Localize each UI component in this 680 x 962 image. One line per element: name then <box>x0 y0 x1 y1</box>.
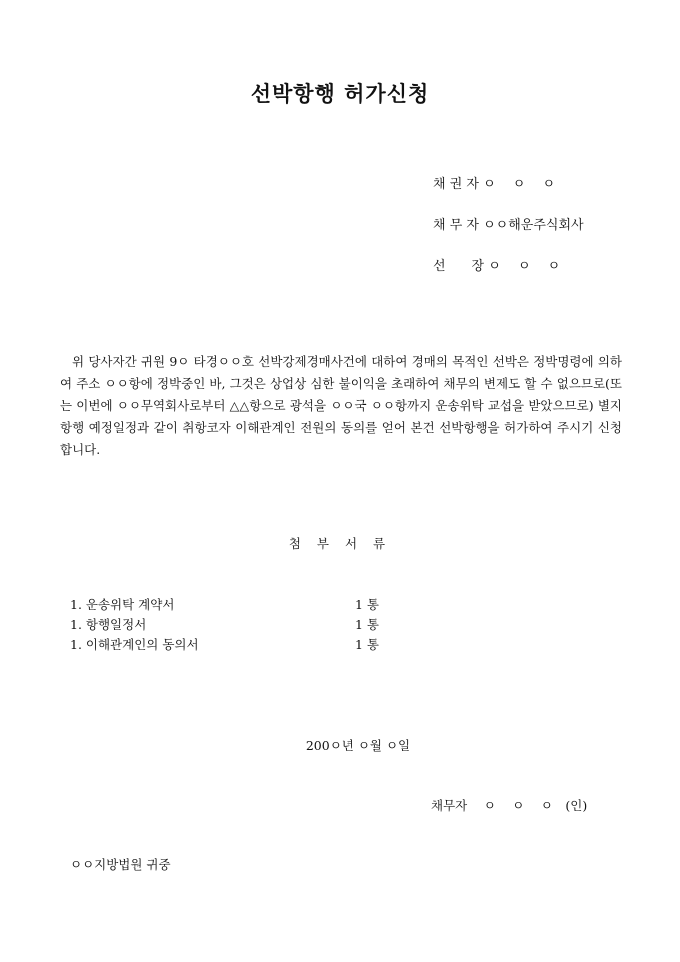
application-date: 200ㅇ년 ㅇ월 ㅇ일 <box>305 738 411 753</box>
attachment-item <box>0 635 680 653</box>
creditor-name: ㅇ ㅇ ㅇ <box>483 177 556 192</box>
attachment-name: 1. 이해관계인의 동의서 <box>70 637 199 652</box>
attachment-item <box>0 595 680 613</box>
debtor-line <box>433 214 584 233</box>
captain-label: 선 장 <box>433 259 485 274</box>
captain-name: ㅇ ㅇ ㅇ <box>488 259 561 274</box>
attachment-name: 1. 운송위탁 계약서 <box>70 597 175 612</box>
debtor-signature: 채무자 ㅇ ㅇ ㅇ (인) <box>431 798 588 813</box>
attachment-count: 1 통 <box>355 617 380 632</box>
attachment-item <box>0 615 680 633</box>
application-body: 위 당사자간 귀원 9ㅇ 타경ㅇㅇ호 선박강제경매사건에 대하여 경매의 목적인 선박은 정박명령에 의하여 주소 ㅇㅇ항에 정박중인 바, 그것은 상업상 심한 불이익을 초래하여 채무의 변제도 할 수 없으므로(또는 이번에 ㅇㅇ무역회사로부터 △△항으로 광석을 ㅇㅇ국 ㅇㅇ항까지 운송위탁 교섭을 받았으므로) 별지 항행 예정일정과 같이 취항코자 이해관계인 전원의 동의를 얻어 본건 선박항행을 허가하여 주시기 신청합니다. <box>60 354 622 457</box>
debtor-name: ㅇㅇ해운주식회사 <box>483 218 584 233</box>
captain-line <box>433 255 560 274</box>
attachments-heading: 첨 부 서 류 <box>288 536 392 551</box>
document-title: 선박항행 허가신청 <box>250 81 430 106</box>
court-addressee: ㅇㅇ지방법원 귀중 <box>70 857 171 872</box>
debtor-label: 채 무 자 <box>433 218 479 233</box>
creditor-line <box>433 173 555 192</box>
attachment-count: 1 통 <box>355 597 380 612</box>
attachment-name: 1. 항행일정서 <box>70 617 147 632</box>
attachment-count: 1 통 <box>355 637 380 652</box>
creditor-label: 채 권 자 <box>433 177 479 192</box>
